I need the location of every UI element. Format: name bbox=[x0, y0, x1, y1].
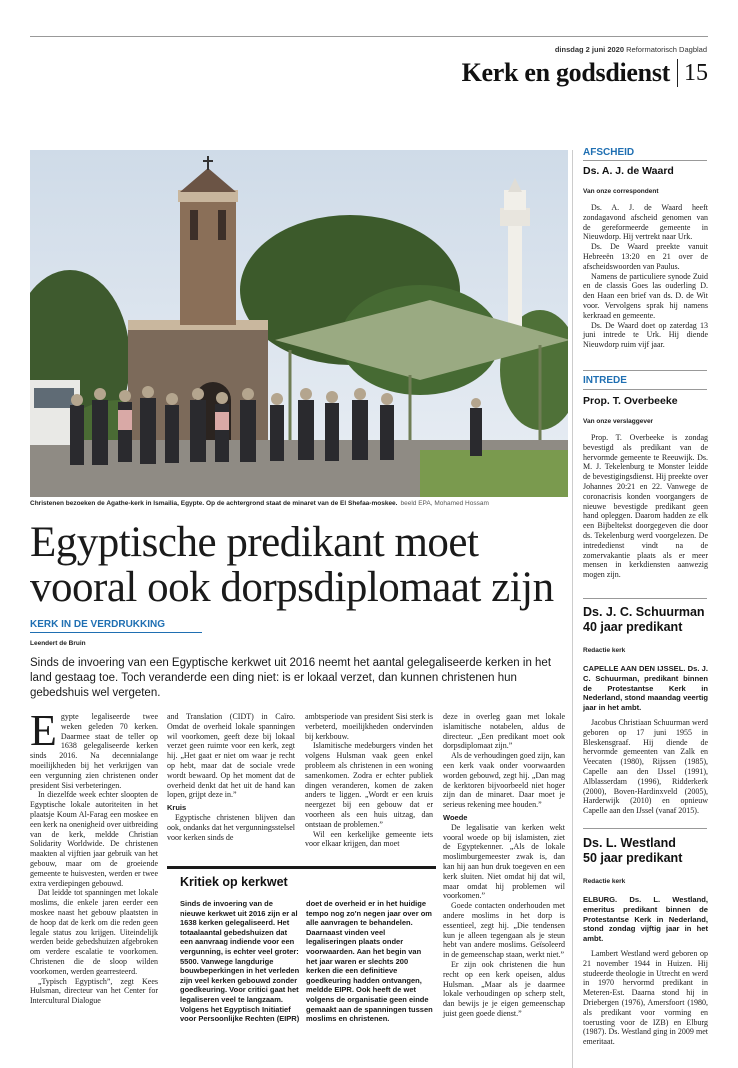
afscheid-text bbox=[583, 203, 708, 350]
dateline bbox=[380, 45, 707, 54]
photo-caption bbox=[30, 500, 568, 507]
intrede-title: Prop. T. Overbeeke bbox=[583, 395, 678, 407]
info-box-title: Kritiek op kerkwet bbox=[180, 875, 288, 889]
newspaper-name: Reformatorisch Dagblad bbox=[626, 45, 707, 54]
paragraph: Egyptische christenen blijven dan ook, ondanks dat het vergunningsstelsel voor kerken sinds de bbox=[167, 812, 295, 842]
afscheid-byline: Van onze correspondent bbox=[583, 188, 659, 195]
lead-paragraph bbox=[583, 664, 708, 713]
subhead-woede: Woede bbox=[443, 812, 468, 822]
afscheid-label: AFSCHEID bbox=[583, 147, 635, 158]
divider bbox=[583, 598, 707, 599]
dateline-place: CAPELLE AAN DEN IJSSEL. bbox=[583, 664, 686, 673]
page-number: 15 bbox=[684, 59, 708, 86]
article-headline bbox=[30, 520, 570, 610]
article-photo bbox=[30, 150, 568, 497]
dateline-place: ELBURG. bbox=[583, 895, 618, 904]
section-title: Kerk en godsdienst bbox=[461, 58, 670, 87]
top-rule bbox=[30, 36, 708, 37]
paragraph: Dat leidde tot spanningen met lokale moslims, die enkele jaren eerder een moskee naast het gebouw plaatsten in de hoop dat de kerk om die reden geen legale status zou krijgen. Uiteindelijk werden beide gebedshuizen afgebroken om verdere escalatie te voorkomen. Christenen die de sloop wilden voorkomen, werden gearresteerd. bbox=[30, 888, 158, 976]
info-box-left-text: Sinds de invoering van de nieuwe kerkwet uit 2016 zijn er al 1638 kerken gelegaliseerd. Het totaalaantal gebedshuizen dat een aanvraag indiende voor een vergunning, is echter veel groter: 5500. Vanwege langdurige bouwbeperkingen in het verleden zijn veel kerken gebouwd zonder goedkeuring. Voor critici gaat het legaliseren veel te langzaam. Volgens het Egyptisch Initiatief voor Persoonlijke Rechten (EIPR) bbox=[180, 899, 300, 1024]
paragraph: In diezelfde week echter sloopten de Egyptische lokale autoriteiten in het plaatsje Koum Al-Farag een moskee en een kerk na onenigheid over uitbreiding van de kerk, meldde Christian Solidarity Worldwide. De christenen maakten al vijftien jaar gebruik van het gebouw, maar om de groeiende gemeente te huisvesten, werden er twee extra verdiepingen gebouwd. bbox=[30, 790, 158, 888]
paragraph: deze in overleg gaan met lokale islamitische notabelen, aldus de directeur. „Een predikant moet ook dorpsdiplomaat zijn.” bbox=[443, 712, 565, 751]
section-header bbox=[300, 58, 708, 88]
divider bbox=[583, 828, 707, 829]
headline-line-2: vooral ook dorpsdiplomaat zijn bbox=[30, 564, 554, 611]
lead-text: Ds. L. Westland, emeritus predikant binnen de Protestantse Kerk in Nederland, stond zondag vijftig jaar in het ambt. bbox=[583, 895, 708, 944]
article-column-2 bbox=[167, 712, 295, 842]
paragraph: Goede contacten onderhouden met andere moslims in het dorp is essentieel, zegt hij. „Die tendensen kun je alleen tegengaan als je steun hebt van andere moslims. Geïsoleerd in de gemeenschap staan, werkt niet.” bbox=[443, 901, 565, 960]
lead-text: Ds. J. C. Schuurman, predikant binnen de Protestantse Kerk in Nederland, stond maandag veertig jaar in het ambt. bbox=[583, 664, 708, 713]
paragraph: Islamitische medeburgers vinden het volgens Hulsman vaak geen enkel probleem als christenen in een woning samenkomen. Zodra er echter publiek dingen veranderen, komen de zaken anders te liggen. „Wordt er een kruis neergezet bij een gebouw dat er voorheen als een huis uitzag, dan ontstaan de problemen.” bbox=[305, 741, 433, 829]
paragraph: gypte legaliseerde twee weken geleden 70 kerken. Daarmee staat de teller op 1638 gelegaliseerde kerken sinds 2016. Na decennialange moeilijkheden bij het verkrijgen van een vergunning zien christenen onder president Sisi verbeteringen. bbox=[30, 712, 158, 790]
westland-byline: Redactie kerk bbox=[583, 878, 626, 885]
westland-title bbox=[583, 836, 709, 866]
intrede-label: INTREDE bbox=[583, 375, 627, 386]
paragraph: De legalisatie van kerken wekt vooral woede op bij islamisten, ziet de Egyptekenner. „Als de lokale moslimburgemeester zwak is, dan kan hij aan hun druk toegeven en een kerk sluiten. Niet omdat hij dat wil, maar omdat hij problemen wil voorkomen.” bbox=[443, 822, 565, 901]
headline-line-1: Egyptische predikant moet bbox=[30, 519, 479, 566]
issue-date: dinsdag 2 juni 2020 bbox=[554, 45, 625, 54]
article-byline: Leendert de Bruin bbox=[30, 640, 86, 647]
afscheid-title: Ds. A. J. de Waard bbox=[583, 165, 674, 177]
divider bbox=[583, 389, 707, 390]
church-and-minaret-illustration bbox=[30, 150, 568, 497]
info-box bbox=[167, 866, 436, 1068]
subhead-kruis: Kruis bbox=[167, 803, 187, 813]
article-intro: Sinds de invoering van een Egyptische kerkwet uit 2016 neemt het aantal gelegaliseerde kerken in het land gestaag toe. Toch veranderde een ding niet: is er lokaal verzet, dan kunnen christenen hun gebedshuis wel vergeten. bbox=[30, 657, 552, 699]
article-column-4 bbox=[443, 712, 565, 1019]
schuurman-title-line-1: Ds. J. C. Schuurman bbox=[583, 605, 705, 619]
info-box-right-text: doet de overheid er in het huidige tempo nog zo'n negen jaar over om alle aanvragen te behandelen. Daarnaast vinden veel legaliseringen plaats onder voorwaarden. Aan het begin van het jaar waren er slechts 200 kerken die een definitieve goedkeuring hadden ontvangen, meldde EIPR. Ook heeft de wet volgens de organisatie geen einde gemaakt aan de spanningen tussen moslims en christenen. bbox=[306, 899, 433, 1024]
schuurman-title-line-2: 40 jaar predikant bbox=[583, 620, 683, 634]
article-kicker: KERK IN DE VERDRUKKING bbox=[30, 619, 202, 633]
westland-title-line-2: 50 jaar predikant bbox=[583, 851, 683, 865]
article-column-3 bbox=[305, 712, 433, 849]
photo-credit: beeld EPA, Mohamed Hossam bbox=[400, 500, 489, 507]
paragraph: Als de verhoudingen goed zijn, kan een kerk vaak onder voorwaarden worden gebouwd, zegt hij. „Dan mag de kerktoren bijvoorbeeld niet hoger zijn dan de minaret. Daar moet je serieus rekening mee houden.” bbox=[443, 751, 565, 810]
intrede-byline: Van onze verslaggever bbox=[583, 418, 654, 425]
sidebar-divider bbox=[572, 150, 573, 1068]
schuurman-title bbox=[583, 605, 709, 635]
paragraph: Wil een kerkelijke gemeente iets voor elkaar krijgen, dan moet bbox=[305, 829, 433, 849]
article-column-1 bbox=[30, 706, 158, 1006]
paragraph: Ds. A. J. de Waard heeft zondagavond afscheid genomen van de gereformeerde gemeente in Nieuwdorp. Hij vertrekt naar Urk. bbox=[583, 203, 708, 242]
schuurman-text bbox=[583, 664, 708, 816]
paragraph: Ds. De Waard doet op zaterdag 13 juni intrede te Urk. Hij diende Nieuwdorp ruim vijf jaar. bbox=[583, 320, 708, 350]
paragraph: and Translation (CIDT) in Caïro. Omdat de overheid lokale spanningen wil voorkomen, geeft deze bij lokaal verzet geen ruimte voor een kerk, zegt hij. „Het gaat er niet om waar je recht op hebt, maar dat de sociale vrede wordt bewaard. Op het moment dat de overheid denkt dat het uit de hand kan lopen, grijpt deze in.” bbox=[167, 712, 295, 800]
paragraph: Prop. T. Overbeeke is zondag bevestigd als predikant van de hervormde gemeente te Reeuwijk. Ds. M. J. Tekelenburg te Monster leidde de bevestigingsdienst. Hij preekte over Johannes 20:21 en 22. Vanwege de coronacrisis konden voorgangers de nieuwe bevestigde predikant geen hand opleggen. Daarom hadden ze elk een Bijbeltekst doorgegeven die door ds. Tekelenburg werd voorgelezen. De intrededienst vindt na de zomervakantie plaats als er meer mensen in kerkdiensten aanwezig mogen zijn. bbox=[583, 433, 708, 580]
paragraph: ambtsperiode van president Sisi sterk is verbeterd, moeilijkheden ondervinden bij kerkbouw. bbox=[305, 712, 433, 741]
westland-title-line-1: Ds. L. Westland bbox=[583, 836, 676, 850]
divider bbox=[583, 160, 707, 161]
caption-text: Christenen bezoeken de Agathe-kerk in Ismailia, Egypte. Op de achtergrond staat de minaret van de El Shefaa-moskee. bbox=[30, 500, 398, 507]
header-separator bbox=[677, 59, 678, 87]
paragraph: Namens de particuliere synode Zuid en de classis Goes las ouderling D. den Haan een brief van ds. D. de Wit voor. Vervolgens sprak hij namens kerkraad en gemeente. bbox=[583, 271, 708, 320]
schuurman-byline: Redactie kerk bbox=[583, 647, 626, 654]
paragraph: Lambert Westland werd geboren op 21 november 1944 in Huizen. Hij studeerde theologie in Utrecht en werd in 1970 hervormd predikant in Meteren-Est. Daarna stond hij in Driebergen (1976), Amersfoort (1980, als predikant voor vorming en toerusting voor de IZB) en Elburg (1987). Ds. Westland ging in 2009 met emeritaat. bbox=[583, 948, 708, 1047]
westland-text bbox=[583, 895, 708, 1047]
drop-cap: E bbox=[30, 706, 57, 755]
lead-paragraph bbox=[583, 895, 708, 944]
paragraph: Ds. De Waard preekte vanuit Hebreeën 13:20 en 21 over de afscheidswoorden van Paulus. bbox=[583, 242, 708, 271]
paragraph: Jacobus Christiaan Schuurman werd geboren op 17 juni 1955 in Bleskensgraaf. Hij diende de hervormde gemeenten van Zalk en Veecaten (1980), Rijssen (1985), Capelle aan den IJssel (1991), Alblasserdam (1996), Ridderkerk (2000), Boven-Hardinxveld (2005), Harderwijk (2010) en opnieuw Capelle aan den IJssel (vanaf 2015). bbox=[583, 717, 708, 816]
intrede-text bbox=[583, 433, 708, 580]
paragraph: „Typisch Egyptisch”, zegt Kees Hulsman, directeur van het Center for Intercultural Dialogue bbox=[30, 976, 158, 1006]
divider bbox=[583, 370, 707, 371]
paragraph: Er zijn ook christenen die hun recht op een kerk opeisen, aldus Hulsman. „Maar als je daarmee lokale verhoudingen op scherp stelt, dan bewijs je je eigen gemeenschap juist geen goede dienst.” bbox=[443, 959, 565, 1018]
